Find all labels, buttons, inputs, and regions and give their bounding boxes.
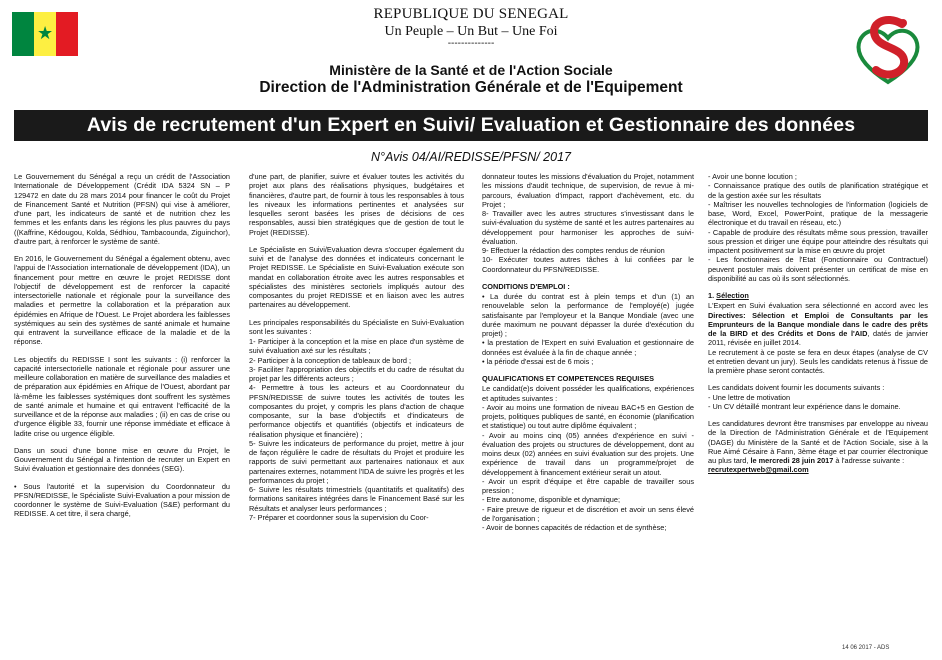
senegal-flag-icon <box>12 12 78 56</box>
directives-text: Directives: Sélection et Emploi de Consultants par les Emprunteurs de la Banque mondiale dans le cadre des prêts de la BIRD et des Crédits et Dons de l'AID <box>708 310 928 338</box>
ministry-logo-icon <box>846 10 930 94</box>
paragraph: Le Spécialiste en Suivi/Evaluation devra s'occuper également du suivi et de l'analyse des données et indicateurs concernant le Projet REDISSE. Le Spécialiste en Suivi-Evaluation exécute son mandat en collaboration étroite avec les autres responsables et spécialistes des ministères sectoriels impliqués autour des composantes du projet REDISSE et en liaison avec les autres partenaires au développement. <box>249 244 464 310</box>
star-icon: ★ <box>37 23 54 43</box>
list-item: 10- Exécuter toutes autres tâches à lui confiées par le Coordonnateur du PFSN/REDISSE. <box>482 255 694 274</box>
paragraph: Dans un souci d'une bonne mise en œuvre du Projet, le Gouvernement du Sénégal a l'intention de recruter un Expert en Suivi évaluation et gestionnaire des données (SEG). <box>14 445 230 474</box>
text-span: , datés de janvier 2011, révisée en juillet 2014. <box>708 329 928 348</box>
paragraph: Les principales responsabilités du Spécialiste en Suivi-Evaluation sont les suivantes : <box>249 317 464 336</box>
footer-stamp: 14 06 2017 - ADS <box>842 645 890 651</box>
paragraph <box>708 419 928 465</box>
list-item: - Les fonctionnaires de l'Etat (Fonctionnaire ou Contractuel) peuvent postuler mais doivent présenter un certificat de mise en disponibilité au cas où ils sont sélectionnés. <box>708 255 928 283</box>
email-address: recrutexpertweb@gmail.com <box>708 465 809 475</box>
paragraph: donnateur toutes les missions d'évaluation du Projet, notamment les missions d'audit technique, de supervision, de revue à mi-parcours, évaluation d'impact, rapport d'achèvement, etc. du Projet ; <box>482 172 694 209</box>
list-item: 6- Suivre les résultats trimestriels (quantitatifs et qualitatifs) des formations sanitaires intégrées dans le Financement Basé sur les Résultats et analyser leurs performances ; <box>249 485 464 513</box>
list-item: 7- Préparer et coordonner sous la supervision du Coor- <box>249 512 429 522</box>
paragraph: • Sous l'autorité et la supervision du Coordonnateur du PFSN/REDISSE, le Spécialiste Suivi-Evaluation a pour mission de coordonner le système de Suivi-Evaluation (S&E) performant du REDISSE. A cet titre, il sera chargé, <box>14 481 230 519</box>
text-span: Les candidatures devront être transmises par enveloppe au niveau de la Direction de l'Administration Générale et de l'Equipement (DAGE) du Ministère de la Santé et de l'Action Sociale, sise à la Rue Aimé Césaire à Fann, 3ème étage et par courrier électronique au plus tard, <box>708 419 928 465</box>
list-item: 8- Travailler avec les autres structures s'investissant dans le suivi-évaluation du système de santé et les autres partenaires au développement pour harmoniser les approches de suivi-évaluation. <box>482 209 694 246</box>
direction-name: Direction de l'Administration Générale et de l'Equipement <box>259 79 683 96</box>
list-item: - Avoir un esprit d'équipe et être capable de travailler sous pression ; <box>482 476 694 495</box>
column-1 <box>14 172 230 642</box>
column-3 <box>482 172 694 642</box>
paragraph: Les candidats doivent fournir les documents suivants : <box>708 383 885 393</box>
section-number: 1. <box>708 291 715 300</box>
list-item: - Avoir de bonnes capacités de rédaction et de synthèse; <box>482 523 667 532</box>
header <box>0 0 942 108</box>
list-item: - Connaissance pratique des outils de planification stratégique et de la gestion axée sur les résultats <box>708 181 928 200</box>
avis-number: N°Avis 04/AI/REDISSE/PFSN/ 2017 <box>371 150 571 164</box>
list-item: 5- Suivre les indicateurs de performance du projet, mettre à jour de façon régulière le cadre de résultats du Projet et produire les rapports de suivi permettant aux partenaires nationaux et aux partenaires externes, notamment l'IDA de suivre les progrès et les performances du projet ; <box>249 438 464 485</box>
list-item: • la période d'essai est de 6 mois ; <box>482 356 594 366</box>
list-item: - Avoir au moins cinq (05) années d'expérience en suivi - évaluation des projets ou structures de développement, dont au moins deux (02) années en suivi évaluation sur des projets. Une expérience de travail dans un programme/projet de développement à financement extérieur serait un atout. <box>482 430 694 477</box>
list-item: - Avoir une bonne locution ; <box>708 172 797 181</box>
list-item: - Etre autonome, disponible et dynamique; <box>482 495 620 505</box>
republic-line: REPUBLIQUE DU SENEGAL <box>373 6 569 22</box>
column-2 <box>249 172 464 642</box>
paragraph: Le Gouvernement du Sénégal a reçu un crédit de l'Association Internationale de Développement (Crédit IDA 5324 SN – P 129472 en date du 28 mars 2014 pour financer le coût du Projet de Financement Santé et Nutrition (PFSN) qui vise à améliorer, d'une part, les indicateurs de santé et de nutrition chez les femmes et les enfants dans les régions les plus pauvres du pays ((Kaffrine, Kédougou, Kolda, Sédhiou, Tambacounda, Ziguinchor), d'autre part, à renforcer le système de santé. <box>14 172 230 246</box>
list-item: • la prestation de l'Expert en suivi Evaluation et gestionnaire de données est évaluée à la fin de chaque année ; <box>482 338 694 357</box>
list-item: 1- Participer à la conception et la mise en place d'un système de suivi évaluation axé sur les résultats ; <box>249 337 464 356</box>
section-heading: CONDITIONS D'EMPLOI : <box>482 281 570 291</box>
list-item: • La durée du contrat est à plein temps et d'un (1) an renouvelable selon la performance de l'employé(e) jugée satisfaisante par l'employeur et la Banque Mondiale (avec une durée maximum ne pouvant dépasser la durée d'exécution du projet) ; <box>482 292 694 338</box>
column-4 <box>708 172 928 642</box>
section-heading: QUALIFICATIONS ET COMPETENCES REQUISES <box>482 374 655 383</box>
deadline-text: le mercredi 28 juin 2017 <box>750 456 834 465</box>
list-item: - Maîtriser les nouvelles technologies de l'information (logiciels de base, Word, Excel, PowerPoint, pratique de la messagerie électronique et du travail en réseau, etc.) <box>708 199 928 228</box>
paragraph: d'une part, de planifier, suivre et évaluer toutes les activités du projet aux plans des réalisations physiques, budgétaires et financières, d'autre part, de fournir à tous les responsables à tous les niveaux les informations pertinentes et analysées sur lesquelles seront basées les prises de décisions de ces responsables, aussi bien stratégiques que de gestion de tout le Projet (REDISSE). <box>249 172 464 237</box>
list-item: 4- Permettre à tous les acteurs et au Coordonnateur du PFSN/REDISSE de suivre toutes les activités de toutes les composantes du projet, y compris les plans d'action de chaque composante, sur la base d'objectifs et d'indicateurs de performance objectifs et quantifiés (objectifs et indicateurs de réalisation physique et financière) ; <box>249 383 464 439</box>
ministry-name: Ministère de la Santé et de l'Action Sociale <box>329 62 613 78</box>
section-heading <box>708 291 928 300</box>
list-item: - Faire preuve de rigueur et de discrétion et avoir un sens élevé de l'organisation ; <box>482 504 694 523</box>
list-item: - Un CV détaillé montrant leur expérience dans le domaine. <box>708 401 901 411</box>
text-span: L'Expert en Suivi évaluation sera sélectionné en accord avec les <box>708 301 928 311</box>
motto-line: Un Peuple – Un But – Une Foi <box>384 24 558 39</box>
list-item: 9- Effectuer la rédaction des comptes rendus de réunion <box>482 246 665 255</box>
page-title-banner: Avis de recrutement d'un Expert en Suivi/ Evaluation et Gestionnaire des données <box>14 110 928 141</box>
list-item: - Avoir au moins une formation de niveau BAC+5 en Gestion de projets, politiques publiques de santé, en économie (planification et statistique) ou tout autre diplôme équivalent ; <box>482 402 694 431</box>
paragraph: Le recrutement à ce poste se fera en deux étapes (analyse de CV et entretien devant un jury). Seuls les candidats retenus à l'issue de la première phase seront contactés. <box>708 347 928 375</box>
separator-line: -------------- <box>447 38 495 49</box>
list-item: 3- Faciliter l'appropriation des objectifs et du cadre de résultat du projet par les différents acteurs ; <box>249 364 464 383</box>
paragraph: Les objectifs du REDISSE I sont les suivants : (i) renforcer la capacité intersectorielle nationale et régionale pour assurer une meilleure collaboration en matière de surveillance des maladies et de préparation aux épidémies en Afrique de l'Ouest, abordant par là-même les faiblesses systémiques dont souffrent les systèmes de santé animale et humaine et qui entravent l'efficacité de la surveillance et de la réponse aux maladies ; (ii) en cas de crise ou d'urgence éligible 33, fournir une réponse immédiate et efficace à ladite crise ou urgence éligible. <box>14 354 230 438</box>
paragraph <box>708 301 928 347</box>
paragraph: En 2016, le Gouvernement du Sénégal a également obtenu, avec l'appui de l'Association internationale de développement (IDA), un financement pour mettre en œuvre le projet REDISSE dont l'objectif de développement est de renforcer la capacité intersectorielle nationale et régionale pour la surveillance des maladies et permettre la collaboration et la préparation aux épidémies en Afrique de l'Ouest. Le Projet abordera les faiblesses systémiques au sein des systèmes de santé animale et humaine qui entravent la surveillance efficace de la maladie et de la réponse. <box>14 254 230 347</box>
list-item: - Une lettre de motivation <box>708 392 791 402</box>
republic-heading <box>260 6 682 49</box>
email-line <box>708 465 928 474</box>
list-item: - Capable de produire des résultats même sous pression, travailler sous pression et diriger une équipe pour atteindre des résultats qui impactent positivement sur la mise en œuvre du projet <box>708 227 928 255</box>
paragraph: Le candidat(e)s doivent posséder les qualifications, expériences et aptitudes suivantes : <box>482 384 694 403</box>
list-item: 2- Participer à la conception de tableaux de bord ; <box>249 355 412 365</box>
section-title: Sélection <box>716 291 749 300</box>
text-span: à l'adresse suivante : <box>833 456 905 465</box>
